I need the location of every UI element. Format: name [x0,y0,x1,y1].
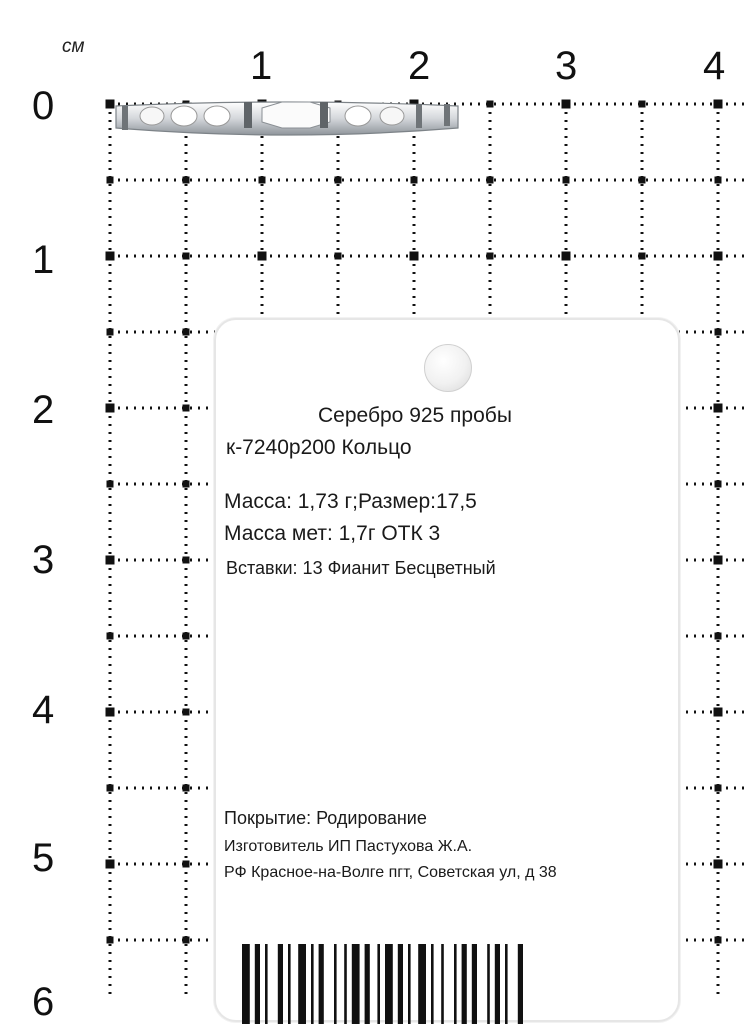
ring-image [112,96,462,142]
barcode-bar [454,944,457,1024]
grid-node [183,633,190,640]
barcode-bar [288,944,291,1024]
grid-node [639,253,646,260]
barcode-bar [255,944,260,1024]
barcode-bar [398,944,403,1024]
grid-node [562,252,571,261]
grid-node [258,252,267,261]
grid-node [563,177,570,184]
grid-node [107,785,114,792]
grid-node [183,709,190,716]
grid-node [107,937,114,944]
grid-node [487,101,494,108]
grid-node [411,177,418,184]
barcode-bar [441,944,444,1024]
y-axis-label-6: 6 [32,980,55,1024]
grid-node [106,252,115,261]
grid-node [410,252,419,261]
barcode-bar [242,944,250,1024]
tag-inserts: Вставки: 13 Фианит Бесцветный [226,558,496,578]
barcode-bar [311,944,314,1024]
x-axis-label-4: 4 [703,44,726,88]
grid-node [106,556,115,565]
tag-manufacturer: Изготовитель ИП Пастухова Ж.А. [224,838,473,855]
tag-hole [424,344,472,392]
barcode-bar [365,944,370,1024]
grid-node [106,404,115,413]
grid-node [715,633,722,640]
barcode-bar [298,944,306,1024]
barcode-bar [334,944,337,1024]
y-axis-label-2: 2 [32,388,55,432]
barcode-bar [408,944,411,1024]
grid-node [715,481,722,488]
grid-node [106,860,115,869]
tag-article: к-7240р200 Кольцо [226,436,412,459]
grid-node [639,101,646,108]
barcode-bar [352,944,360,1024]
grid-node [335,177,342,184]
tag-coating: Покрытие: Родирование [224,808,427,828]
grid-node [183,937,190,944]
grid-node [183,481,190,488]
barcode-bar [431,944,434,1024]
grid-node [714,252,723,261]
grid-node [715,785,722,792]
grid-node [715,937,722,944]
grid-node [639,177,646,184]
tag-address: РФ Красное-на-Волге пгт, Советская ул, д 38 [224,864,557,881]
grid-node [715,177,722,184]
barcode-bar [377,944,380,1024]
y-axis-label-3: 3 [32,538,55,582]
price-tag [214,318,680,1022]
barcode-bar [518,944,523,1024]
grid-node [487,177,494,184]
tag-material: Серебро 925 пробы [318,404,512,427]
barcode-bar [319,944,324,1024]
barcode-bar [487,944,490,1024]
barcode-bar [385,944,393,1024]
barcode-bar [495,944,500,1024]
grid-node [107,329,114,336]
grid-node [562,100,571,109]
x-axis-label-3: 3 [555,44,578,88]
grid-node [487,253,494,260]
barcode-bar [472,944,477,1024]
grid-node [183,557,190,564]
grid-node [107,481,114,488]
grid-node [183,405,190,412]
grid-node [107,177,114,184]
grid-node [259,177,266,184]
grid-node [183,177,190,184]
y-axis-label-5: 5 [32,836,55,880]
barcode-bar [418,944,426,1024]
grid-node [335,253,342,260]
barcode-bar [265,944,268,1024]
barcode-bar [462,944,467,1024]
barcode-bar [278,944,283,1024]
grid-node [106,708,115,717]
grid-node [183,785,190,792]
unit-label: см [62,36,85,57]
barcode-bar [344,944,347,1024]
y-axis-label-0: 0 [32,84,55,128]
grid-node [107,633,114,640]
grid-node [715,329,722,336]
tag-weight-size: Масса: 1,73 г;Размер:17,5 [224,490,477,513]
grid-node [183,329,190,336]
x-axis-label-1: 1 [250,44,273,88]
grid-node [183,253,190,260]
tag-metal-weight: Масса мет: 1,7г ОТК 3 [224,522,441,545]
barcode [242,944,622,1024]
grid-node [714,404,723,413]
x-axis-label-2: 2 [408,44,431,88]
grid-node [183,861,190,868]
grid-node [714,100,723,109]
grid-node [714,708,723,717]
barcode-bar [505,944,508,1024]
grid-node [714,556,723,565]
grid-node [714,860,723,869]
y-axis-label-1: 1 [32,238,55,282]
y-axis-label-4: 4 [32,688,55,732]
